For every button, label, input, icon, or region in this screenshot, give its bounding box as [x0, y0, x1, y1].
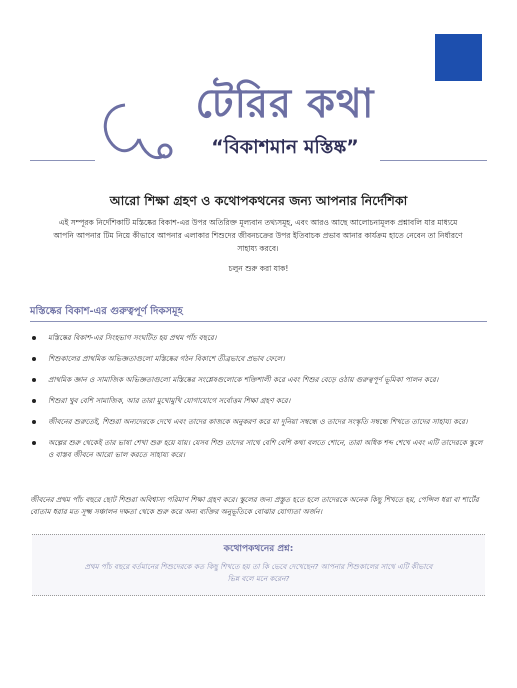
page-title: টেরির কথা — [195, 81, 375, 127]
page-subtitle: “বিকাশমান মস্তিষ্ক” — [211, 136, 359, 158]
bullet-icon — [32, 420, 36, 424]
list-item: মস্তিষ্কের বিকাশ-এর সিংহভাগ সংঘটিত হয় প্রথম পাঁচ বছরে। — [30, 332, 487, 344]
bullet-icon — [32, 441, 36, 445]
lets-go-text: চলুন শুরু করা যাক! — [228, 264, 289, 273]
list-item: প্রাথমিক জ্ঞান ও সামাজিক অভিজ্ঞতাগুলো মস্তিষ্কের সংশ্লেষগুলোকে শক্তিশালী করে এবং শিশুর বেড়ে ওঠায় গুরুত্বপূর্ণ ভূমিকা পালন করে। — [30, 374, 487, 386]
header-rule-right — [380, 160, 487, 161]
list-item: শিশুকালের প্রাথমিক অভিজ্ঞতাগুলো মস্তিষ্কের গঠন বিকাশে তীব্রভাবে প্রভাব ফেলে। — [30, 353, 487, 365]
list-item: জীবনের শুরুতেই, শিশুরা অন্যদেরকে দেখে এবং তাদের কাজকে অনুকরণ করে যা দুনিয়া সম্বন্ধে ও তাদের সংস্কৃতি সম্বন্ধে শিখতে তাদের সাহায্য করে। — [30, 416, 487, 428]
list-item: অল্পের শুরু থেকেই তার ভাষা শেখা শুরু হয়ে যায়। যেসব শিশু তাদের সাথে বেশি বেশি কথা বলতে শোনে, তারা অধিক শব্দ শেখে এবং এটি তাদেরকে স্কুলে ও বাস্তব জীবনে আরো ভাল করতে সাহায্য করে। — [30, 437, 487, 461]
brand-square — [435, 34, 482, 81]
section-heading: মস্তিষ্কের বিকাশ-এর গুরুত্বপূর্ণ দিকসমূহ — [30, 306, 183, 317]
bullet-icon — [32, 357, 36, 361]
discussion-question-text: প্রথম পাঁচ বছরে বর্তমানের শিশুদেরকে কত কিছু শিখতে হয় তা কি ভেবে দেখেছেন? আপনার শিশুকালের সাথে এটি কীভাবে ভিন্ন বলে মনে করেন? — [84, 562, 433, 583]
key-points-list — [30, 332, 487, 470]
bullet-icon — [32, 378, 36, 382]
section-divider — [30, 321, 487, 322]
list-item: শিশুরা খুব বেশি সামাজিক, আর তারা মুখোমুখি যোগাযোগে সর্বোত্তম শিক্ষা গ্রহণ করে। — [30, 395, 487, 407]
discussion-question-title: কথোপকথনের প্রশ্ন: — [223, 544, 294, 554]
intro-paragraph: এই সম্পূরক নির্দেশিকাটি মস্তিষ্কের বিকাশ-এর উপর অতিরিক্ত মূল্যবান তথ্যসমূহ, এবং আরও আছে আলোচনামূলক প্রশ্নাবলি যার মাধ্যমে আপনি আপনার টিম নিয়ে কীভাবে আপনার এলাকার শিশুদের জীবনচক্রের উপর ইতিবাচক প্রভাব আনার কার্যক্রম হাতে নেবেন তা নির্ধারণে সাহায্য করবে। — [53, 218, 463, 253]
guide-heading: আরো শিক্ষা গ্রহণ ও কথোপকথনের জন্য আপনার নির্দেশিকা — [109, 193, 408, 208]
bullet-icon — [32, 336, 36, 340]
summary-paragraph: জীবনের প্রথম পাঁচ বছরে ছোট শিশুরা অবিশ্বাস্য পরিমাণ শিক্ষা গ্রহণ করে। স্কুলের জন্য প্রস্তুত হতে হলে তাদেরকে অনেক কিছু শিখতে হয়, পেন্সিল ধরা বা শার্টের বোতাম ধরার মত সূক্ষ্ম সঞ্চালন দক্ষতা থেকে শুরু করে অন্য ব্যক্তির অনুভূতিকে বোঝার যোগ্যতা অর্জন। — [30, 495, 479, 516]
bullet-icon — [32, 399, 36, 403]
header-rule-left — [30, 160, 95, 161]
discussion-question-box — [32, 534, 485, 596]
